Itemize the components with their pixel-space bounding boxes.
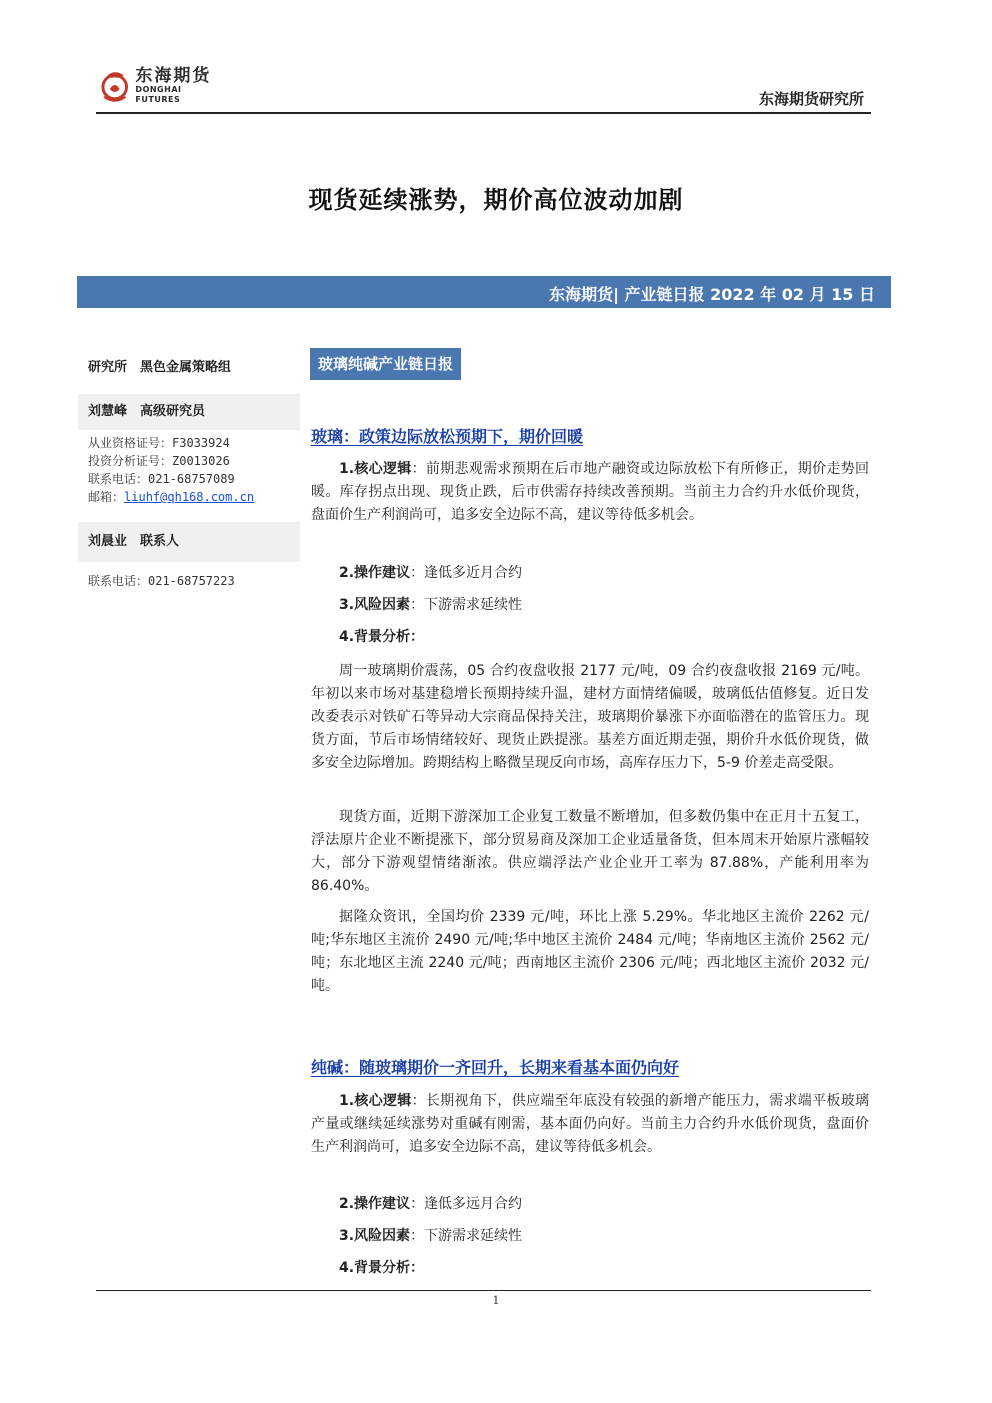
advice-label: 2.操作建议 <box>339 1196 411 1212</box>
logo-english-name: DONGHAI FUTURES <box>135 85 182 104</box>
soda-operation-advice <box>311 1193 869 1216</box>
soda-background-heading <box>311 1257 869 1280</box>
contact-phone: 联系电话：021-68757223 <box>88 574 235 588</box>
glass-background-paragraph-3: 据隆众资讯，全国均价 2339 元/吨，环比上涨 5.29%。华北地区主流价 2262 元/吨;华东地区主流价 2490 元/吨;华中地区主流价 2484 元/吨；华南地区主流价 2562 元/吨；东北地区主流 2240 元/吨；西南地区主流价 2306 元/吨；西北地区主流价 2032 元/吨。 <box>311 909 869 994</box>
report-banner <box>77 276 891 308</box>
glass-section-title[interactable]: 玻璃：政策边际放松预期下，期价回暖 <box>311 427 584 446</box>
dragon-logo-icon <box>98 67 131 105</box>
glass-risk-factors <box>311 594 869 617</box>
core-logic-label: 1.核心逻辑 <box>339 1093 412 1109</box>
banner-text: 东海期货| 产业链日报 2022 年 02 月 15 日 <box>549 285 875 304</box>
research-group: 研究所 黑色金属策略组 <box>88 360 232 375</box>
investment-analysis-number: 投资分析证号：Z0013026 <box>88 454 230 468</box>
advice-text: ：逢低多近月合约 <box>410 565 523 581</box>
report-section-tag: 玻璃纯碱产业链日报 <box>310 348 461 380</box>
glass-operation-advice <box>311 562 869 585</box>
footer-divider <box>96 1290 871 1291</box>
page-number: 1 <box>492 1294 500 1307</box>
author-sidebar <box>88 350 300 590</box>
company-logo <box>98 66 228 106</box>
analyst-phone: 联系电话：021-68757089 <box>88 472 235 486</box>
analyst-email-link[interactable]: liuhf@qh168.com.cn <box>124 490 255 504</box>
institute-name: 东海期货研究所 <box>758 90 864 108</box>
contact-name: 刘晨业 联系人 <box>78 522 300 562</box>
soda-section-title[interactable]: 纯碱：随玻璃期价一齐回升，长期来看基本面仍向好 <box>311 1058 680 1077</box>
soda-core-logic <box>311 1090 869 1159</box>
background-label: 4.背景分析： <box>339 629 425 645</box>
core-logic-text: ：长期视角下，供应端至年底没有较强的新增产能压力，需求端平板玻璃产量或继续延续涨势对重碱有刚需，基本面仍向好。当前主力合约升水低价现货，盘面价生产利润尚可，追多安全边际不高，建议等待低多机会。 <box>311 1093 870 1155</box>
glass-background-paragraph-2: 现货方面，近期下游深加工企业复工数量不断增加，但多数仍集中在正月十五复工，浮法原片企业不断提涨下，部分贸易商及深加工企业适量备货，但本周末开始原片涨幅较大，部分下游观望情绪渐浓。供应端浮法产业企业开工率为 87.88%，产能利用率为 86.40%。 <box>311 809 869 894</box>
core-logic-text: ：前期悲观需求预期在后市地产融资或边际放松下有所修正，期价走势回暖。库存拐点出现、现货止跌，后市供需存持续改善预期。当前主力合约升水低价现货，盘面价生产利润尚可，追多安全边际不高，建议等待低多机会。 <box>311 461 870 523</box>
core-logic-label: 1.核心逻辑 <box>339 461 412 477</box>
risk-text: ：下游需求延续性 <box>410 597 523 613</box>
document-title: 现货延续涨势，期价高位波动加剧 <box>308 186 684 214</box>
email-label: 邮箱： <box>88 490 125 504</box>
glass-background-paragraph-1: 周一玻璃期价震荡，05 合约夜盘收报 2177 元/吨，09 合约夜盘收报 2169 元/吨。年初以来市场对基建稳增长预期持续升温，建材方面情绪偏暖，玻璃低估值修复。近日发改委表示对铁矿石等异动大宗商品保持关注，玻璃期价暴涨下亦面临潜在的监管压力。现货方面，节后市场情绪较好、现货止跌提涨。基差方面近期走强，期价升水低价现货，做多安全边际增加。跨期结构上略微呈现反向市场，高库存压力下，5-9 价差走高受限。 <box>311 663 869 771</box>
glass-core-logic <box>311 458 869 527</box>
glass-background-heading <box>311 626 869 649</box>
analyst-name: 刘慧峰 高级研究员 <box>78 394 300 430</box>
header-divider <box>96 112 871 114</box>
background-label: 4.背景分析： <box>339 1260 425 1276</box>
advice-label: 2.操作建议 <box>339 565 411 581</box>
risk-label: 3.风险因素 <box>339 1228 411 1244</box>
qualification-number: 从业资格证号：F3033924 <box>88 436 230 450</box>
risk-text: ：下游需求延续性 <box>410 1228 523 1244</box>
advice-text: ：逢低多远月合约 <box>410 1196 523 1212</box>
logo-chinese-name: 东海期货 <box>135 66 212 86</box>
risk-label: 3.风险因素 <box>339 597 411 613</box>
analyst-email-row <box>88 488 300 506</box>
soda-risk-factors <box>311 1225 869 1248</box>
